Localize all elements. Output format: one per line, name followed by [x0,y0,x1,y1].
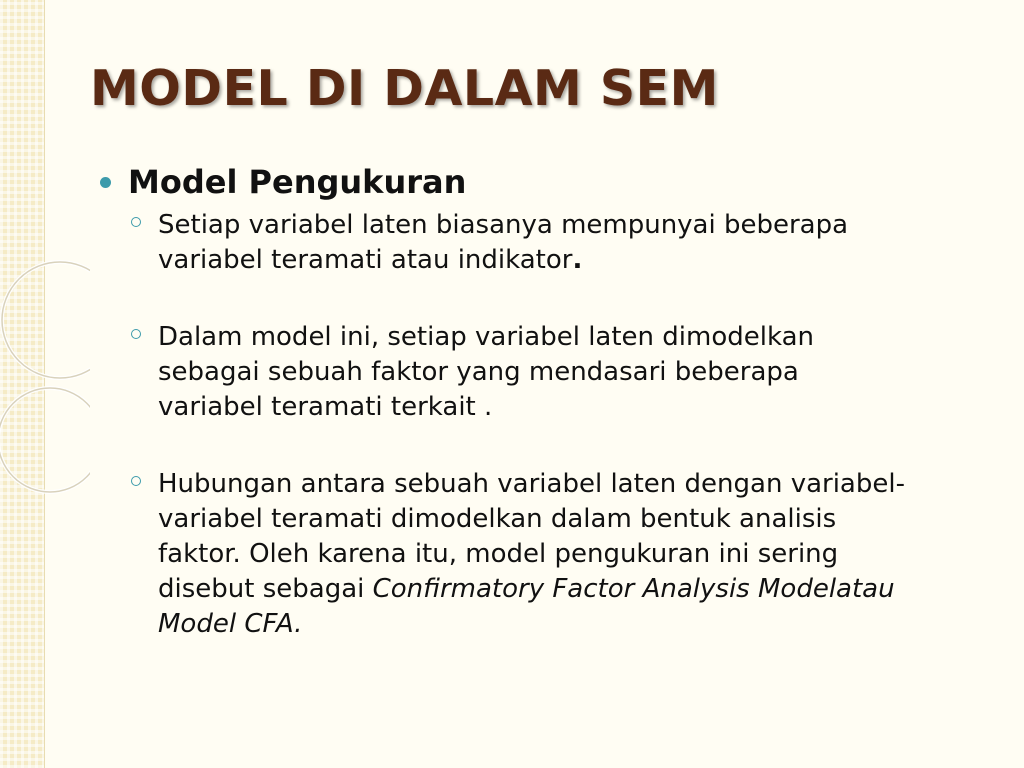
slide-title: MODEL DI DALAM SEM [90,60,719,117]
sub-bullet-1-line-2-text: variabel teramati atau indikator [158,245,573,275]
ring-bullet-icon [131,476,141,486]
bullet-dot-icon [100,177,111,188]
sub-bullet-1-line-1: Setiap variabel laten biasanya mempunyai beberapa [158,210,849,240]
sub-bullet-1-period: . [572,245,583,275]
sub-bullet-2-line-2: sebagai sebuah faktor yang mendasari beberapa [158,357,799,387]
sub-bullet-2-line-3: variabel teramati terkait . [158,392,493,422]
sub-bullet-3-line-5 [158,607,1000,642]
main-bullet-label: Model Pengukuran [128,163,467,201]
sub-bullet-3-line-4-text: disebut sebagai [158,574,373,604]
sub-bullet-3-line-4 [158,572,1000,607]
sub-bullet-1-line-2 [158,243,1000,278]
sub-bullet-list [100,208,1000,642]
sub-bullet-1 [158,208,1000,278]
sub-bullet-3 [158,467,1000,642]
ring-bullet-icon [131,217,141,227]
sub-bullet-2 [158,320,1000,425]
sub-bullet-3-line-3: faktor. Oleh karena itu, model pengukuran ini sering [158,539,839,569]
decorative-strip [0,0,45,768]
main-bullet [100,160,1000,204]
ring-bullet-icon [131,329,141,339]
sub-bullet-3-line-1: Hubungan antara sebuah variabel laten dengan variabel- [158,469,905,499]
sub-bullet-3-line-5-italic: Model CFA. [158,609,303,639]
sub-bullet-3-line-4-italic: Confirmatory Factor Analysis Modelatau [372,574,895,604]
sub-bullet-3-line-2: variabel teramati dimodelkan dalam bentuk analisis [158,504,837,534]
sub-bullet-2-line-1: Dalam model ini, setiap variabel laten dimodelkan [158,322,814,352]
slide-content [100,160,1000,684]
